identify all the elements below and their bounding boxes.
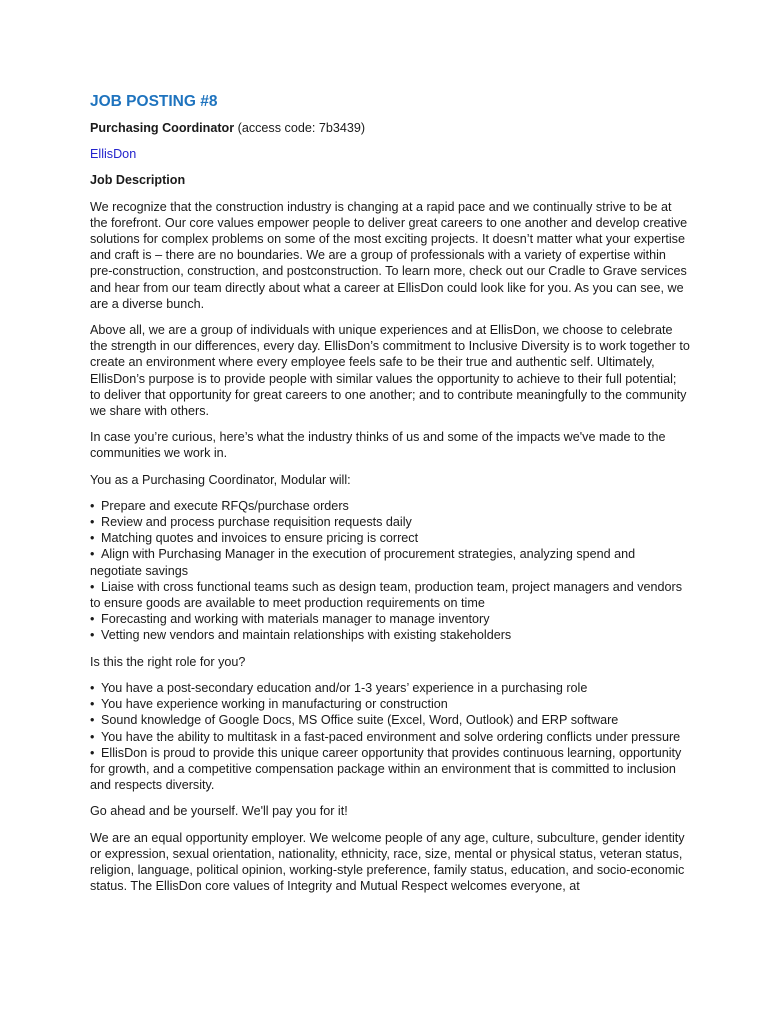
list-item: • Prepare and execute RFQs/purchase orders — [90, 498, 349, 513]
equal-opportunity-statement: We are an equal opportunity employer. We welcome people of any age, culture, subculture, gender identity or expression, sexual orientation, nationality, ethnicity, race, size, mental or physical status, veteran status, religion, language, political opinion, working-style preference, family status, education, and socio-economic status. The EllisDon core values of Integrity and Mutual Respect welcomes everyone, at — [90, 830, 685, 894]
posting-title: JOB POSTING #8 — [90, 93, 218, 110]
bullet-icon: • — [90, 498, 95, 513]
qualifications-intro: Is this the right role for you? — [90, 654, 246, 669]
bullet-icon: • — [90, 515, 95, 530]
bullet-icon: • — [90, 612, 95, 627]
access-code: (access code: 7b3439) — [237, 121, 366, 135]
list-item: • You have a post-secondary education and/or 1-3 years’ experience in a purchasing role — [90, 680, 588, 695]
description-paragraph-3: In case you’re curious, here’s what the industry thinks of us and some of the impacts we've made to the communities we work in. — [90, 430, 666, 461]
bullet-icon: • — [90, 531, 95, 546]
description-paragraph-1: We recognize that the construction industry is changing at a rapid pace and we continually strive to be at the forefront. Our core values empower people to deliver great careers to one another and develop creative solutions for complex problems on some of the most exciting projects. It doesn’t matter what your expertise and craft is – there are no boundaries. We are a group of professionals with a variety of expertise within pre-construction, construction, and postconstruction. To learn more, check out our Cradle to Grave services and hear from our team directly about what a career at EllisDon could look like for you. As you can see, we are a diverse bunch. — [90, 199, 688, 311]
job-description-heading: Job Description — [90, 173, 186, 188]
list-item: • Forecasting and working with materials manager to manage inventory — [90, 612, 490, 627]
list-item: • Review and process purchase requisition requests daily — [90, 515, 412, 530]
list-item: • EllisDon is proud to provide this unique career opportunity that provides continuous learning, opportunity for growth, and a competitive compensation package within an environment that is committed to inclusion and respects diversity. — [90, 745, 682, 793]
bullet-icon: • — [90, 745, 95, 760]
closing-tagline: Go ahead and be yourself. We'll pay you for it! — [90, 804, 348, 819]
bullet-icon: • — [90, 713, 95, 728]
list-item: • Vetting new vendors and maintain relationships with existing stakeholders — [90, 628, 512, 643]
company-link[interactable]: EllisDon — [90, 147, 137, 162]
job-posting-document — [90, 92, 690, 904]
bullet-icon: • — [90, 628, 95, 643]
list-item: • Sound knowledge of Google Docs, MS Office suite (Excel, Word, Outlook) and ERP software — [90, 713, 619, 728]
bullet-icon: • — [90, 680, 95, 695]
list-item: • You have experience working in manufacturing or construction — [90, 697, 448, 712]
list-item: • You have the ability to multitask in a fast-paced environment and solve ordering conflicts under pressure — [90, 729, 681, 744]
list-item: • Matching quotes and invoices to ensure pricing is correct — [90, 531, 419, 546]
bullet-icon: • — [90, 547, 95, 562]
list-item: • Liaise with cross functional teams such as design team, production team, project managers and vendors to ensure goods are available to meet production requirements on time — [90, 579, 683, 611]
responsibilities-intro: You as a Purchasing Coordinator, Modular will: — [90, 472, 351, 487]
bullet-icon: • — [90, 579, 95, 594]
qualifications-list — [90, 680, 690, 793]
description-paragraph-2: Above all, we are a group of individuals with unique experiences and at EllisDon, we choose to celebrate the strength in our differences, every day. EllisDon’s commitment to Inclusive Diversity is to work together to create an environment where every employee feels safe to be their true and authentic self. Ultimately, EllisDon’s purpose is to provide people with similar values the opportunity to achieve to their full potential; to deliver that opportunity for great careers to one another; and to contribute meaningfully to the community we share with others. — [90, 323, 690, 419]
bullet-icon: • — [90, 697, 95, 712]
role-title: Purchasing Coordinator — [90, 121, 235, 135]
role-line — [90, 120, 690, 136]
list-item: • Align with Purchasing Manager in the execution of procurement strategies, analyzing spend and negotiate savings — [90, 547, 636, 578]
responsibilities-list — [90, 498, 690, 644]
bullet-icon: • — [90, 729, 95, 744]
